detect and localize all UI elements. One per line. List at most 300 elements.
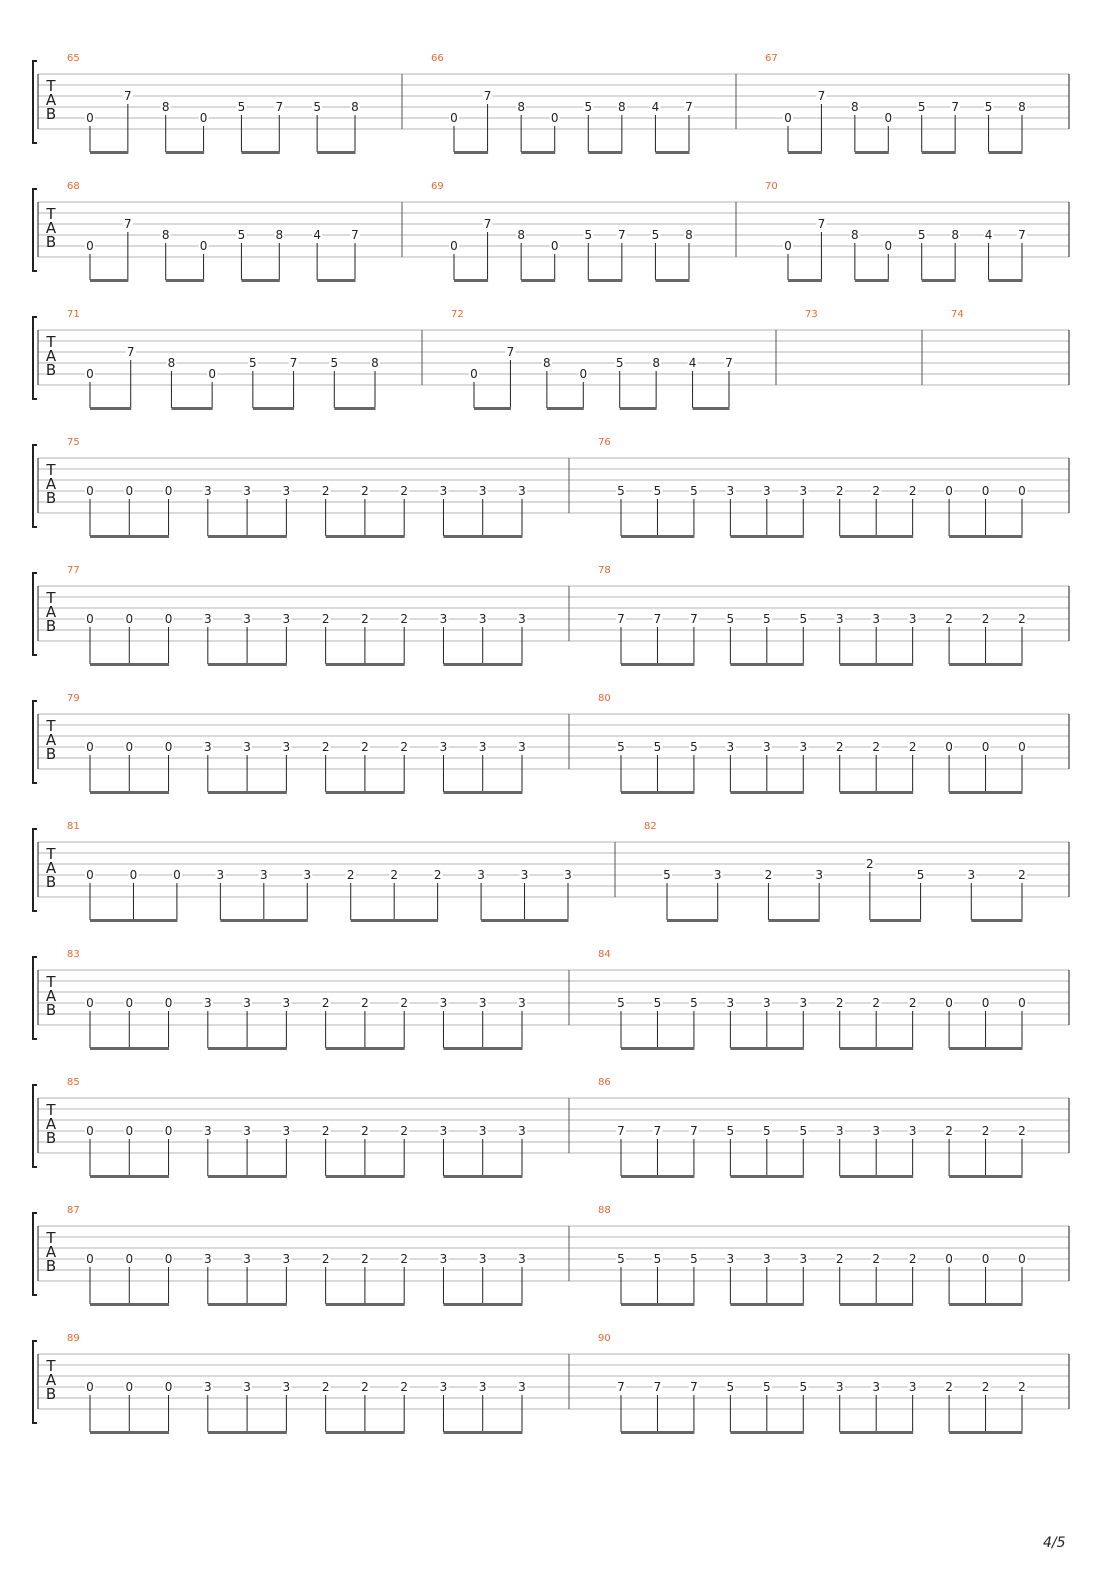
system-bracket bbox=[33, 957, 37, 1039]
beam bbox=[443, 1047, 522, 1050]
fret-number: 3 bbox=[203, 1380, 212, 1394]
fret-number: 5 bbox=[762, 1124, 771, 1138]
beam bbox=[949, 791, 1022, 794]
system-bracket bbox=[33, 61, 37, 143]
beam bbox=[840, 1431, 913, 1434]
fret-number: 3 bbox=[203, 996, 212, 1010]
fret-number: 7 bbox=[351, 228, 359, 242]
fret-number: 2 bbox=[872, 996, 881, 1010]
fret-number: 5 bbox=[584, 100, 593, 114]
fret-number: 0 bbox=[945, 1252, 953, 1266]
measure-number: 70 bbox=[765, 181, 778, 192]
fret-number: 7 bbox=[690, 1380, 698, 1394]
beam bbox=[90, 1175, 169, 1178]
staff-system bbox=[33, 1077, 1069, 1178]
fret-number: 2 bbox=[361, 996, 369, 1010]
beam bbox=[208, 1431, 287, 1434]
fret-number: 2 bbox=[361, 740, 369, 754]
fret-number: 3 bbox=[282, 484, 291, 498]
fret-number: 0 bbox=[550, 111, 559, 125]
fret-number: 0 bbox=[125, 996, 134, 1010]
fret-number: 0 bbox=[784, 239, 792, 253]
fret-number: 2 bbox=[321, 740, 330, 754]
fret-number: 3 bbox=[243, 740, 251, 754]
fret-number: 8 bbox=[1018, 100, 1026, 114]
fret-number: 3 bbox=[203, 740, 212, 754]
fret-number: 0 bbox=[164, 484, 173, 498]
fret-number: 3 bbox=[908, 1380, 917, 1394]
fret-number: 2 bbox=[346, 868, 355, 882]
fret-number: 3 bbox=[243, 1380, 251, 1394]
beam bbox=[949, 1303, 1022, 1306]
fret-number: 3 bbox=[243, 1252, 251, 1266]
fret-number: 7 bbox=[124, 217, 132, 231]
fret-number: 3 bbox=[518, 740, 526, 754]
fret-number: 2 bbox=[981, 1124, 990, 1138]
beam bbox=[949, 1047, 1022, 1050]
fret-number: 0 bbox=[86, 239, 94, 253]
beam bbox=[317, 151, 355, 154]
beam bbox=[855, 151, 889, 154]
beam bbox=[949, 535, 1022, 538]
beam bbox=[443, 791, 522, 794]
tab-clef-t: T bbox=[46, 1229, 56, 1247]
fret-number: 5 bbox=[799, 1380, 808, 1394]
fret-number: 3 bbox=[799, 740, 808, 754]
fret-number: 7 bbox=[289, 356, 298, 370]
fret-number: 3 bbox=[564, 868, 572, 882]
fret-number: 5 bbox=[653, 484, 662, 498]
fret-number: 7 bbox=[951, 100, 959, 114]
tab-clef-a: A bbox=[45, 603, 57, 621]
fret-number: 2 bbox=[908, 1252, 917, 1266]
measure-number: 71 bbox=[67, 309, 80, 320]
fret-number: 0 bbox=[164, 740, 173, 754]
beam bbox=[474, 407, 511, 410]
beam bbox=[443, 1431, 522, 1434]
fret-number: 7 bbox=[690, 1124, 698, 1138]
fret-number: 5 bbox=[653, 1252, 662, 1266]
fret-number: 8 bbox=[951, 228, 959, 242]
staff-system bbox=[33, 181, 1069, 282]
fret-number: 8 bbox=[618, 100, 626, 114]
fret-number: 0 bbox=[125, 612, 134, 626]
fret-number: 0 bbox=[450, 239, 458, 253]
beam bbox=[989, 151, 1023, 154]
fret-number: 5 bbox=[237, 100, 246, 114]
fret-number: 0 bbox=[884, 239, 893, 253]
fret-number: 3 bbox=[872, 1380, 881, 1394]
beam bbox=[326, 535, 405, 538]
fret-number: 7 bbox=[1018, 228, 1026, 242]
beam bbox=[971, 919, 1022, 922]
beam bbox=[840, 1175, 913, 1178]
fret-number: 7 bbox=[617, 1380, 625, 1394]
fret-number: 7 bbox=[653, 612, 662, 626]
beam bbox=[655, 151, 689, 154]
tab-clef-a: A bbox=[45, 219, 57, 237]
beam bbox=[220, 919, 307, 922]
fret-number: 0 bbox=[450, 111, 458, 125]
beam bbox=[326, 1047, 405, 1050]
beam bbox=[667, 919, 718, 922]
fret-number: 7 bbox=[126, 345, 135, 359]
fret-number: 3 bbox=[726, 996, 735, 1010]
fret-number: 5 bbox=[617, 1252, 625, 1266]
fret-number: 2 bbox=[872, 1252, 881, 1266]
fret-number: 0 bbox=[981, 996, 990, 1010]
tab-clef-t: T bbox=[46, 77, 56, 95]
beam bbox=[443, 1303, 522, 1306]
fret-number: 3 bbox=[518, 1252, 526, 1266]
fret-number: 5 bbox=[726, 1124, 735, 1138]
beam bbox=[481, 919, 568, 922]
measure-number: 73 bbox=[805, 309, 818, 320]
fret-number: 2 bbox=[321, 484, 330, 498]
measure-number: 77 bbox=[67, 565, 80, 576]
measure-number: 87 bbox=[67, 1205, 80, 1216]
fret-number: 2 bbox=[1018, 1380, 1026, 1394]
fret-number: 2 bbox=[321, 1252, 330, 1266]
fret-number: 2 bbox=[361, 612, 369, 626]
fret-number: 0 bbox=[125, 484, 134, 498]
fret-number: 2 bbox=[400, 1124, 409, 1138]
fret-number: 7 bbox=[653, 1380, 662, 1394]
fret-number: 3 bbox=[439, 740, 448, 754]
beam bbox=[241, 279, 279, 282]
beam bbox=[208, 1175, 287, 1178]
staff-system bbox=[33, 1205, 1069, 1306]
tab-clef-a: A bbox=[45, 91, 57, 109]
system-bracket bbox=[33, 317, 37, 399]
fret-number: 4 bbox=[651, 100, 660, 114]
tab-clef-b: B bbox=[45, 489, 57, 507]
fret-number: 2 bbox=[400, 612, 409, 626]
system-bracket bbox=[33, 701, 37, 783]
staff-system bbox=[33, 949, 1069, 1050]
beam bbox=[949, 1431, 1022, 1434]
system-bracket bbox=[33, 1085, 37, 1167]
fret-number: 3 bbox=[478, 1252, 487, 1266]
fret-number: 0 bbox=[86, 111, 94, 125]
fret-number: 0 bbox=[981, 740, 990, 754]
system-bracket bbox=[33, 829, 37, 911]
fret-number: 0 bbox=[945, 484, 953, 498]
beam bbox=[208, 1047, 287, 1050]
page-number: 4/5 bbox=[1043, 1535, 1066, 1551]
tab-clef-t: T bbox=[46, 973, 56, 991]
fret-number: 3 bbox=[799, 1252, 808, 1266]
fret-number: 3 bbox=[478, 996, 487, 1010]
fret-number: 5 bbox=[615, 356, 624, 370]
tab-clef-b: B bbox=[45, 361, 57, 379]
fret-number: 0 bbox=[86, 1124, 94, 1138]
fret-number: 3 bbox=[762, 740, 771, 754]
fret-number: 3 bbox=[908, 612, 917, 626]
beam bbox=[443, 663, 522, 666]
system-bracket bbox=[33, 573, 37, 655]
beam bbox=[730, 791, 803, 794]
fret-number: 0 bbox=[164, 996, 173, 1010]
beam bbox=[855, 279, 889, 282]
fret-number: 3 bbox=[713, 868, 722, 882]
beam bbox=[922, 279, 956, 282]
fret-number: 5 bbox=[917, 100, 926, 114]
fret-number: 7 bbox=[617, 1124, 625, 1138]
beam bbox=[253, 407, 294, 410]
fret-number: 3 bbox=[282, 1252, 291, 1266]
fret-number: 3 bbox=[203, 612, 212, 626]
beam bbox=[334, 407, 375, 410]
system-bracket bbox=[33, 1341, 37, 1423]
fret-number: 0 bbox=[884, 111, 893, 125]
beam bbox=[454, 151, 488, 154]
beam bbox=[326, 663, 405, 666]
fret-number: 5 bbox=[762, 612, 771, 626]
fret-number: 5 bbox=[690, 484, 698, 498]
fret-number: 2 bbox=[866, 857, 874, 871]
fret-number: 5 bbox=[726, 612, 735, 626]
fret-number: 0 bbox=[164, 1124, 173, 1138]
fret-number: 0 bbox=[1018, 1252, 1026, 1266]
fret-number: 7 bbox=[483, 89, 492, 103]
fret-number: 3 bbox=[726, 1252, 735, 1266]
beam bbox=[454, 279, 488, 282]
beam bbox=[620, 407, 657, 410]
fret-number: 2 bbox=[400, 1380, 409, 1394]
fret-number: 5 bbox=[916, 868, 925, 882]
fret-number: 5 bbox=[663, 868, 671, 882]
tab-clef-b: B bbox=[45, 1257, 57, 1275]
beam bbox=[730, 1047, 803, 1050]
staff-system bbox=[33, 309, 1069, 410]
fret-number: 3 bbox=[282, 1380, 291, 1394]
fret-number: 3 bbox=[439, 1380, 448, 1394]
fret-number: 0 bbox=[86, 612, 94, 626]
fret-number: 7 bbox=[817, 217, 826, 231]
tab-clef-a: A bbox=[45, 1243, 57, 1261]
beam bbox=[326, 1303, 405, 1306]
fret-number: 7 bbox=[685, 100, 693, 114]
fret-number: 2 bbox=[433, 868, 442, 882]
fret-number: 3 bbox=[872, 1124, 881, 1138]
fret-number: 0 bbox=[164, 1380, 173, 1394]
fret-number: 2 bbox=[945, 1380, 953, 1394]
fret-number: 8 bbox=[652, 356, 660, 370]
fret-number: 5 bbox=[799, 612, 808, 626]
fret-number: 3 bbox=[520, 868, 529, 882]
beam bbox=[621, 1175, 694, 1178]
beam bbox=[208, 663, 287, 666]
beam bbox=[90, 1431, 169, 1434]
tab-clef-b: B bbox=[45, 617, 57, 635]
fret-number: 3 bbox=[439, 1124, 448, 1138]
fret-number: 7 bbox=[124, 89, 132, 103]
beam bbox=[730, 535, 803, 538]
beam bbox=[989, 279, 1023, 282]
fret-number: 0 bbox=[86, 1380, 94, 1394]
beam bbox=[90, 535, 169, 538]
beam bbox=[90, 279, 128, 282]
beam bbox=[90, 1303, 169, 1306]
fret-number: 3 bbox=[799, 484, 808, 498]
beam bbox=[351, 919, 438, 922]
measure-number: 69 bbox=[431, 181, 444, 192]
beam bbox=[840, 663, 913, 666]
fret-number: 7 bbox=[506, 345, 515, 359]
beam bbox=[621, 791, 694, 794]
fret-number: 0 bbox=[86, 484, 94, 498]
fret-number: 0 bbox=[86, 367, 94, 381]
fret-number: 0 bbox=[86, 996, 94, 1010]
tab-clef-b: B bbox=[45, 1001, 57, 1019]
measure-number: 66 bbox=[431, 53, 444, 64]
fret-number: 8 bbox=[371, 356, 379, 370]
fret-number: 2 bbox=[981, 1380, 990, 1394]
measure-number: 78 bbox=[598, 565, 611, 576]
fret-number: 3 bbox=[282, 1124, 291, 1138]
beam bbox=[621, 663, 694, 666]
measure-number: 90 bbox=[598, 1333, 611, 1344]
beam bbox=[166, 279, 204, 282]
fret-number: 2 bbox=[908, 740, 917, 754]
beam bbox=[949, 663, 1022, 666]
fret-number: 0 bbox=[164, 1252, 173, 1266]
beam bbox=[730, 1431, 803, 1434]
fret-number: 5 bbox=[584, 228, 593, 242]
fret-number: 3 bbox=[967, 868, 976, 882]
fret-number: 8 bbox=[543, 356, 551, 370]
fret-number: 2 bbox=[361, 1380, 369, 1394]
measure-number: 81 bbox=[67, 821, 80, 832]
system-bracket bbox=[33, 1213, 37, 1295]
tab-clef-a: A bbox=[45, 859, 57, 877]
measure-number: 84 bbox=[598, 949, 611, 960]
fret-number: 2 bbox=[835, 484, 844, 498]
beam bbox=[90, 407, 131, 410]
fret-number: 3 bbox=[203, 1252, 212, 1266]
fret-number: 3 bbox=[835, 612, 844, 626]
fret-number: 0 bbox=[981, 484, 990, 498]
fret-number: 7 bbox=[690, 612, 698, 626]
fret-number: 3 bbox=[439, 484, 448, 498]
fret-number: 3 bbox=[439, 1252, 448, 1266]
tab-clef-a: A bbox=[45, 347, 57, 365]
beam bbox=[166, 151, 204, 154]
fret-number: 2 bbox=[945, 612, 953, 626]
beam bbox=[326, 1431, 405, 1434]
beam bbox=[90, 1047, 169, 1050]
fret-number: 2 bbox=[400, 740, 409, 754]
fret-number: 0 bbox=[129, 868, 138, 882]
fret-number: 7 bbox=[653, 1124, 662, 1138]
fret-number: 2 bbox=[400, 484, 409, 498]
beam bbox=[90, 919, 177, 922]
fret-number: 8 bbox=[161, 100, 170, 114]
fret-number: 3 bbox=[726, 484, 735, 498]
fret-number: 3 bbox=[303, 868, 312, 882]
beam bbox=[326, 791, 405, 794]
fret-number: 2 bbox=[764, 868, 773, 882]
fret-number: 5 bbox=[762, 1380, 771, 1394]
fret-number: 2 bbox=[872, 740, 881, 754]
staff-system bbox=[33, 437, 1069, 538]
fret-number: 3 bbox=[835, 1124, 844, 1138]
fret-number: 3 bbox=[872, 612, 881, 626]
measure-number: 86 bbox=[598, 1077, 611, 1088]
measure-number: 80 bbox=[598, 693, 611, 704]
tab-clef-t: T bbox=[46, 845, 56, 863]
fret-number: 5 bbox=[917, 228, 926, 242]
beam bbox=[90, 151, 128, 154]
fret-number: 3 bbox=[439, 996, 448, 1010]
beam bbox=[922, 151, 956, 154]
measure-number: 85 bbox=[67, 1077, 80, 1088]
fret-number: 5 bbox=[651, 228, 660, 242]
fret-number: 0 bbox=[199, 111, 208, 125]
fret-number: 8 bbox=[851, 228, 859, 242]
fret-number: 2 bbox=[835, 1252, 844, 1266]
tab-clef-b: B bbox=[45, 233, 57, 251]
tab-clef-a: A bbox=[45, 1371, 57, 1389]
fret-number: 5 bbox=[617, 484, 625, 498]
fret-number: 3 bbox=[478, 1124, 487, 1138]
beam bbox=[840, 1303, 913, 1306]
fret-number: 5 bbox=[726, 1380, 735, 1394]
system-bracket bbox=[33, 189, 37, 271]
tab-clef-b: B bbox=[45, 745, 57, 763]
fret-number: 4 bbox=[313, 228, 321, 242]
fret-number: 3 bbox=[518, 484, 526, 498]
tab-clef-t: T bbox=[46, 461, 56, 479]
measure-number: 74 bbox=[951, 309, 964, 320]
fret-number: 3 bbox=[478, 612, 487, 626]
fret-number: 5 bbox=[799, 1124, 808, 1138]
fret-number: 0 bbox=[125, 740, 134, 754]
fret-number: 3 bbox=[726, 740, 735, 754]
tab-clef-b: B bbox=[45, 105, 57, 123]
measure-number: 88 bbox=[598, 1205, 611, 1216]
fret-number: 0 bbox=[1018, 740, 1026, 754]
fret-number: 0 bbox=[1018, 996, 1026, 1010]
fret-number: 2 bbox=[835, 740, 844, 754]
beam bbox=[870, 919, 921, 922]
measure-number: 75 bbox=[67, 437, 80, 448]
fret-number: 5 bbox=[653, 740, 662, 754]
fret-number: 2 bbox=[835, 996, 844, 1010]
tab-clef-t: T bbox=[46, 1101, 56, 1119]
fret-number: 3 bbox=[243, 484, 251, 498]
beam bbox=[949, 1175, 1022, 1178]
tab-clef-t: T bbox=[46, 589, 56, 607]
fret-number: 5 bbox=[984, 100, 993, 114]
fret-number: 5 bbox=[653, 996, 662, 1010]
fret-number: 3 bbox=[243, 996, 251, 1010]
fret-number: 3 bbox=[203, 484, 212, 498]
beam bbox=[521, 279, 555, 282]
fret-number: 0 bbox=[784, 111, 792, 125]
fret-number: 0 bbox=[579, 367, 588, 381]
fret-number: 0 bbox=[125, 1252, 134, 1266]
fret-number: 3 bbox=[478, 484, 487, 498]
fret-number: 3 bbox=[518, 612, 526, 626]
beam bbox=[840, 535, 913, 538]
staff-system bbox=[33, 1333, 1069, 1434]
fret-number: 3 bbox=[762, 996, 771, 1010]
beam bbox=[547, 407, 584, 410]
measure-number: 67 bbox=[765, 53, 778, 64]
fret-number: 8 bbox=[851, 100, 859, 114]
